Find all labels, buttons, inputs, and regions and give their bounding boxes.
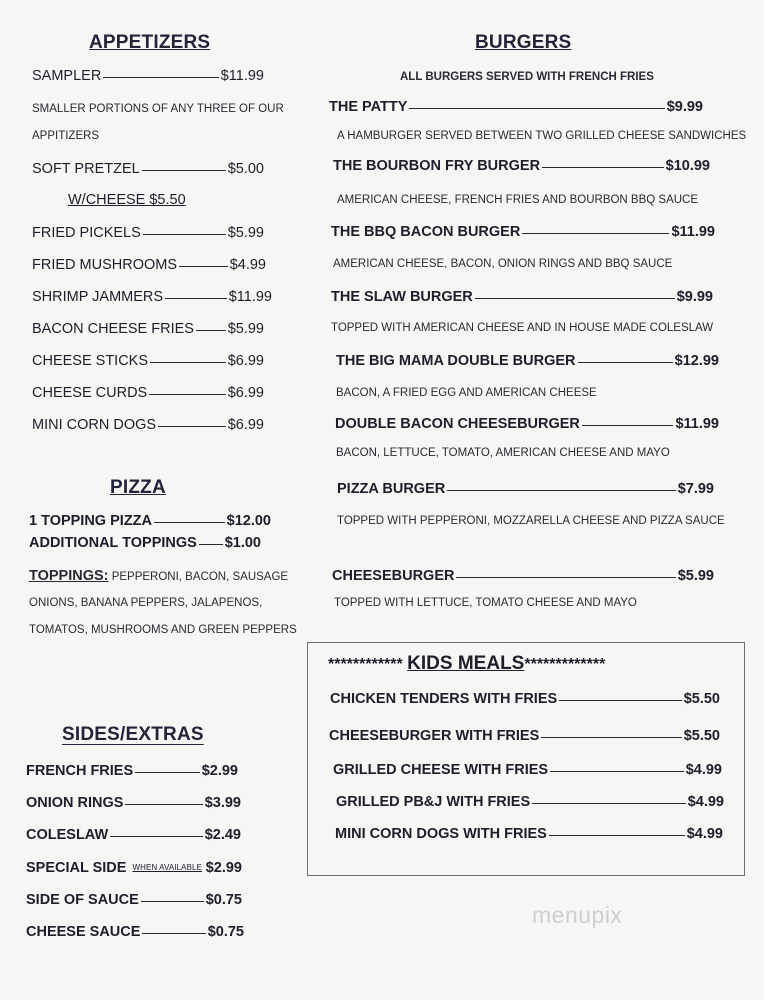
item-price: $5.00 [227, 161, 264, 177]
menu-item-pizza-burger [337, 481, 714, 497]
leader-line [143, 234, 226, 235]
menu-item-soft-pretzel [32, 161, 264, 177]
leader-line [158, 426, 226, 427]
toppings-label: TOPPINGS: [29, 568, 109, 584]
sampler-description-1: SMALLER PORTIONS OF ANY THREE OF OUR [32, 103, 284, 115]
menu-item-cheese-curds [32, 385, 264, 401]
leader-line [550, 771, 684, 772]
item-name: CHEESE CURDS [32, 385, 148, 401]
menu-item-bacon-cheese-fries [32, 321, 264, 337]
leader-line [142, 933, 205, 934]
item-name: GRILLED PB&J WITH FRIES [336, 794, 531, 810]
the-patty-description: A HAMBURGER SERVED BETWEEN TWO GRILLED CHEESE SANDWICHES [337, 130, 747, 142]
kids-meals-heading: KIDS MEALS [407, 653, 525, 674]
item-price: $2.99 [201, 763, 238, 779]
item-name: PIZZA BURGER [337, 481, 446, 497]
menu-item-side-of-sauce [26, 892, 242, 908]
leader-line [549, 835, 685, 836]
item-price: $6.99 [227, 353, 264, 369]
item-name: MINI CORN DOGS [32, 417, 157, 433]
sampler-description-2: APPITIZERS [32, 130, 100, 142]
item-price: $2.99 [205, 860, 242, 876]
item-price: $0.75 [205, 892, 242, 908]
item-price: $3.99 [204, 795, 241, 811]
item-price: $11.99 [671, 224, 715, 240]
sides-heading [26, 724, 238, 746]
item-price: $4.99 [229, 257, 266, 273]
bbq-bacon-burger-description: AMERICAN CHEESE, BACON, ONION RINGS AND BBQ SAUCE [333, 258, 673, 270]
menu-item-fried-mushrooms [32, 257, 266, 273]
leader-line [179, 266, 228, 267]
leader-line [559, 700, 682, 701]
leader-line [125, 804, 202, 805]
item-name: 1 TOPPING PIZZA [29, 513, 153, 529]
menupix-watermark: menupix [532, 902, 623, 928]
burgers-heading: BURGERS [475, 32, 572, 53]
menu-item-shrimp-jammers [32, 289, 272, 305]
item-price: $9.99 [676, 289, 713, 305]
leader-line [154, 522, 225, 523]
cheeseburger-description: TOPPED WITH LETTUCE, TOMATO CHEESE AND MAYO [334, 597, 637, 609]
item-name: CHEESE SAUCE [26, 924, 141, 940]
item-name: ONION RINGS [26, 795, 124, 811]
item-name: GRILLED CHEESE WITH FRIES [333, 762, 549, 778]
leader-line [542, 167, 664, 168]
menu-item-fried-pickels [32, 225, 264, 241]
item-name: SIDE OF SAUCE [26, 892, 139, 908]
leader-line [165, 298, 227, 299]
leader-line [150, 362, 226, 363]
leader-line [532, 803, 686, 804]
leader-line [522, 233, 669, 234]
menu-item-slaw-burger [331, 289, 713, 305]
item-price: $2.49 [204, 827, 241, 843]
item-price: $0.75 [207, 924, 244, 940]
leader-line [409, 108, 664, 109]
leader-line [110, 836, 203, 837]
slaw-burger-description: TOPPED WITH AMERICAN CHEESE AND IN HOUSE MADE COLESLAW [331, 322, 714, 334]
item-price: $7.99 [677, 481, 714, 497]
menu-item-french-fries [26, 763, 238, 779]
item-name: THE PATTY [329, 99, 408, 115]
item-name: CHICKEN TENDERS WITH FRIES [330, 691, 558, 707]
item-name: THE BIG MAMA DOUBLE BURGER [336, 353, 576, 369]
item-price: $5.99 [227, 321, 264, 337]
burgers-subtitle: ALL BURGERS SERVED WITH FRENCH FRIES [400, 71, 654, 83]
item-name: CHEESE STICKS [32, 353, 149, 369]
item-price: $4.99 [687, 794, 724, 810]
menu-item-cheese-sticks [32, 353, 264, 369]
big-mama-description: BACON, A FRIED EGG AND AMERICAN CHEESE [336, 387, 597, 399]
item-name: FRIED MUSHROOMS [32, 257, 177, 273]
menu-item-additional-toppings [29, 535, 261, 551]
leader-line [475, 298, 675, 299]
menu-item-double-bacon-cheeseburger [335, 416, 719, 432]
item-name: CHEESEBURGER WITH FRIES [329, 728, 540, 744]
item-price: $12.00 [226, 513, 271, 529]
item-price: $4.99 [685, 762, 722, 778]
item-price: $1.00 [224, 535, 261, 551]
toppings-list-line-1 [29, 568, 288, 584]
pretzel-cheese-option: W/CHEESE $5.50 [68, 192, 186, 208]
leader-line [541, 737, 681, 738]
item-name: ADDITIONAL TOPPINGS [29, 535, 197, 551]
leader-line [578, 362, 673, 363]
kids-meals-box [307, 642, 745, 876]
menu-item-special-side [26, 860, 242, 876]
bourbon-fry-burger-description: AMERICAN CHEESE, FRENCH FRIES AND BOURBON BBQ SAUCE [337, 194, 699, 206]
item-price: $12.99 [674, 353, 719, 369]
item-name: SAMPLER [32, 68, 102, 84]
toppings-list-line-3: TOMATOS, MUSHROOMS AND GREEN PEPPERS [29, 624, 297, 636]
stars-right: ************* [524, 656, 606, 673]
item-name: DOUBLE BACON CHEESEBURGER [335, 416, 580, 432]
menu-item-1-topping-pizza [29, 513, 271, 529]
item-name: MINI CORN DOGS WITH FRIES [335, 826, 547, 842]
item-price: $5.99 [677, 568, 714, 584]
item-name: BACON CHEESE FRIES [32, 321, 194, 337]
item-price: $5.50 [683, 728, 720, 744]
menu-item-mini-corn-dogs [32, 417, 264, 433]
item-name: COLESLAW [26, 827, 109, 843]
menu-item-coleslaw [26, 827, 241, 843]
menu-item-bbq-bacon-burger [331, 224, 715, 240]
menu-item-grilled-cheese [333, 762, 722, 778]
leader-line [128, 858, 203, 874]
leader-line [141, 901, 204, 902]
toppings-text: PEPPERONI, BACON, SAUSAGE [108, 571, 289, 583]
stars-left: ************ [328, 656, 408, 673]
menu-item-cheeseburger [332, 568, 714, 584]
item-name: THE SLAW BURGER [331, 289, 473, 305]
item-price: $6.99 [227, 385, 264, 401]
item-price: $4.99 [686, 826, 723, 842]
menu-item-kids-cheeseburger [329, 728, 720, 744]
item-name: FRENCH FRIES [26, 763, 134, 779]
leader-line [142, 170, 226, 171]
appetizers-heading: APPETIZERS [89, 32, 211, 53]
item-price: $10.99 [665, 158, 710, 174]
menu-item-cheese-sauce [26, 924, 244, 940]
menu-item-sampler [32, 68, 264, 84]
menu-item-chicken-tenders [330, 691, 720, 707]
menu-item-big-mama-double-burger [336, 353, 719, 369]
menu-item-the-patty [329, 99, 703, 115]
double-bacon-description: BACON, LETTUCE, TOMATO, AMERICAN CHEESE AND MAYO [336, 447, 670, 459]
item-price: $9.99 [666, 99, 703, 115]
leader-line [456, 577, 675, 578]
menu-item-grilled-pbj [336, 794, 724, 810]
item-name: THE BBQ BACON BURGER [331, 224, 521, 240]
item-name: THE BOURBON FRY BURGER [333, 158, 541, 174]
leader-line [582, 425, 674, 426]
toppings-list-line-2: ONIONS, BANANA PEPPERS, JALAPENOS, [29, 597, 263, 609]
item-name: SPECIAL SIDE [26, 860, 127, 876]
item-price: $5.50 [683, 691, 720, 707]
item-price: $11.99 [675, 416, 719, 432]
leader-line [135, 772, 200, 773]
item-name: FRIED PICKELS [32, 225, 141, 241]
pizza-burger-description: TOPPED WITH PEPPERONI, MOZZARELLA CHEESE AND PIZZA SAUCE [337, 515, 725, 527]
item-name: CHEESEBURGER [332, 568, 455, 584]
item-price: $11.99 [228, 289, 272, 305]
menu-item-kids-mini-corn-dogs [335, 826, 723, 842]
item-price: $6.99 [227, 417, 264, 433]
leader-line [196, 330, 226, 331]
item-name: SOFT PRETZEL [32, 161, 140, 177]
menu-item-bourbon-fry-burger [333, 158, 710, 174]
availability-note: WHEN AVAILABLE [132, 863, 203, 872]
leader-line [447, 490, 675, 491]
item-price: $5.99 [227, 225, 264, 241]
pizza-heading: PIZZA [110, 477, 166, 498]
leader-line [149, 394, 225, 395]
menu-item-onion-rings [26, 795, 241, 811]
item-name: SHRIMP JAMMERS [32, 289, 164, 305]
leader-line [199, 544, 223, 545]
sides-heading-text: SIDES/EXTRAS [62, 724, 204, 745]
kids-meals-title [328, 653, 605, 675]
item-price: $11.99 [220, 68, 264, 84]
leader-line [103, 77, 218, 78]
